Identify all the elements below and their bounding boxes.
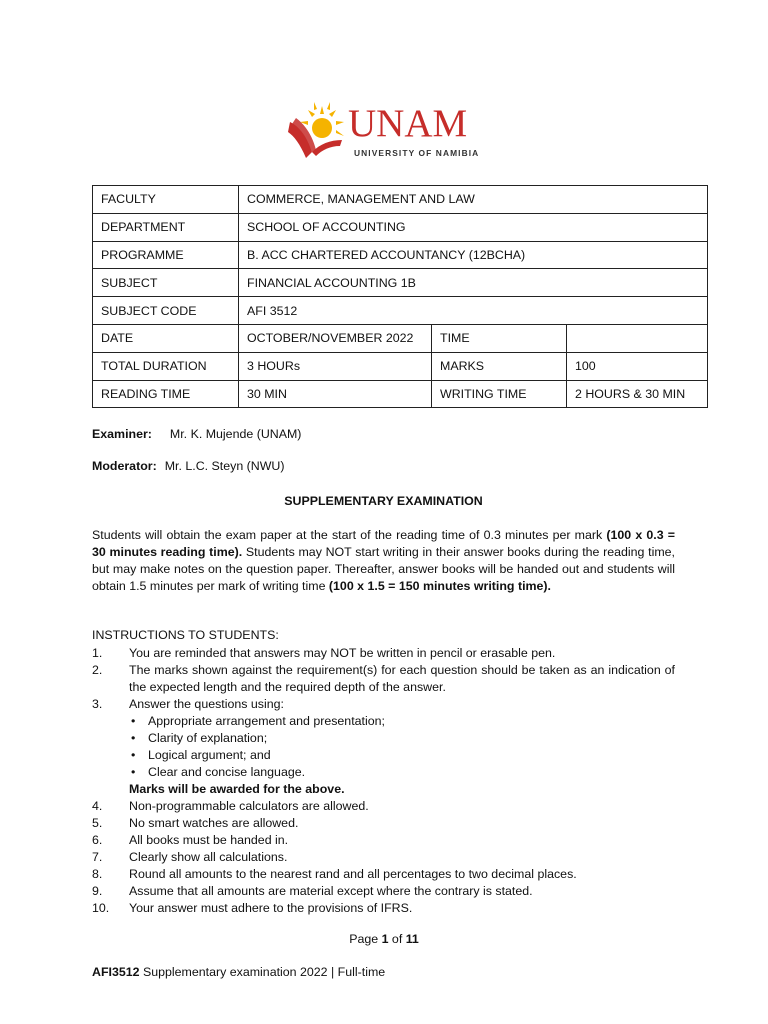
table-row — [93, 186, 708, 214]
item-text: No smart watches are allowed. — [129, 816, 299, 830]
intro-bold: (100 x 1.5 = 150 minutes writing time). — [328, 579, 551, 593]
logo-wordmark: UNAM — [348, 102, 468, 145]
intro-bold: (100 x 0.3 = 30 minutes reading time). — [92, 528, 675, 559]
examiner-value: Mr. K. Mujende (UNAM) — [169, 427, 302, 441]
item-number: 9. — [92, 884, 103, 898]
sun-book-icon — [286, 100, 356, 166]
bullet-item — [129, 713, 675, 730]
doc-code: AFI3512 — [92, 965, 140, 979]
unam-logo — [286, 100, 486, 166]
list-item — [92, 900, 675, 917]
marks-note: Marks will be awarded for the above. — [129, 782, 345, 796]
row-label: SUBJECT — [93, 269, 239, 297]
row-label: FACULTY — [93, 186, 239, 214]
table-row — [93, 380, 708, 408]
page-current: 1 — [381, 932, 389, 946]
row-value: FINANCIAL ACCOUNTING 1B — [239, 269, 708, 297]
page-prefix: Page — [349, 932, 382, 946]
course-info-table — [92, 185, 708, 408]
item-number: 8. — [92, 867, 103, 881]
bullet-item — [129, 730, 675, 747]
item-text: All books must be handed in. — [129, 833, 289, 847]
item-number: 7. — [92, 850, 103, 864]
row-value: SCHOOL OF ACCOUNTING — [239, 213, 708, 241]
row-label: PROGRAMME — [93, 241, 239, 269]
row-value: COMMERCE, MANAGEMENT AND LAW — [239, 186, 708, 214]
examiner-line — [92, 427, 301, 441]
bullet-icon: • — [131, 731, 136, 745]
row-value: 100 — [567, 352, 708, 380]
item-number: 6. — [92, 833, 103, 847]
moderator-value: Mr. L.C. Steyn (NWU) — [164, 459, 285, 473]
page-number — [0, 932, 768, 946]
row-label: SUBJECT CODE — [93, 297, 239, 325]
item-text: Round all amounts to the nearest rand and all percentages to two decimal places. — [129, 867, 577, 881]
document-footer — [92, 965, 385, 979]
list-item — [92, 866, 675, 883]
doc-text: Supplementary examination 2022 | Full-time — [139, 965, 386, 979]
bullet-text: Clear and concise language. — [148, 765, 306, 779]
item-text: You are reminded that answers may NOT be written in pencil or erasable pen. — [129, 646, 556, 660]
intro-text: Students may NOT start writing in their answer books during the reading time, but may make notes on the question paper. Thereafter, answer books will be handed out and students will obtain 1.5 minutes per mark of writing time — [92, 545, 675, 593]
row-label: DEPARTMENT — [93, 213, 239, 241]
item-text: Clearly show all calculations. — [129, 850, 288, 864]
bullet-icon: • — [131, 765, 136, 779]
row-label: READING TIME — [93, 380, 239, 408]
moderator-line — [92, 459, 285, 473]
examiner-label: Examiner: — [92, 427, 152, 441]
bullet-item — [129, 764, 675, 781]
table-row — [93, 352, 708, 380]
list-item — [92, 883, 675, 900]
row-value: AFI 3512 — [239, 297, 708, 325]
list-item — [92, 798, 675, 815]
row-label: DATE — [93, 324, 239, 352]
bullet-item — [129, 747, 675, 764]
item-text: The marks shown against the requirement(s) for each question should be taken as an indication of the expected length and the required depth of the answer. — [129, 663, 675, 694]
table-row — [93, 297, 708, 325]
row-label: WRITING TIME — [432, 380, 567, 408]
instructions-heading: INSTRUCTIONS TO STUDENTS: — [92, 628, 279, 642]
list-item — [92, 645, 675, 662]
row-label: TOTAL DURATION — [93, 352, 239, 380]
row-value: OCTOBER/NOVEMBER 2022 — [239, 324, 432, 352]
intro-text: Students will obtain the exam paper at the start of the reading time of 0.3 minutes per mark — [92, 528, 607, 542]
item-number: 10. — [92, 901, 110, 915]
table-row — [93, 241, 708, 269]
table-row — [93, 324, 708, 352]
page-of: of — [388, 932, 406, 946]
item-text: Your answer must adhere to the provisions of IFRS. — [129, 901, 413, 915]
item-number: 3. — [92, 697, 103, 711]
table-row — [93, 269, 708, 297]
row-label: MARKS — [432, 352, 567, 380]
row-label: TIME — [432, 324, 567, 352]
list-item — [92, 662, 675, 696]
exam-title: SUPPLEMENTARY EXAMINATION — [284, 494, 483, 508]
bullet-list — [129, 713, 675, 781]
bullet-text: Logical argument; and — [148, 748, 271, 762]
moderator-label: Moderator: — [92, 459, 157, 473]
instructions-list — [92, 645, 675, 917]
list-item — [92, 815, 675, 832]
list-item — [92, 696, 675, 798]
item-text: Answer the questions using: — [129, 697, 284, 711]
bullet-icon: • — [131, 748, 136, 762]
list-item — [92, 849, 675, 866]
row-value: 2 HOURS & 30 MIN — [567, 380, 708, 408]
row-value: 3 HOURs — [239, 352, 432, 380]
row-value — [567, 324, 708, 352]
row-value: 30 MIN — [239, 380, 432, 408]
page-total: 11 — [405, 932, 419, 946]
bullet-icon: • — [131, 714, 136, 728]
item-number: 2. — [92, 663, 103, 677]
table-row — [93, 213, 708, 241]
item-text: Non-programmable calculators are allowed. — [129, 799, 369, 813]
item-number: 4. — [92, 799, 103, 813]
row-value: B. ACC CHARTERED ACCOUNTANCY (12BCHA) — [239, 241, 708, 269]
list-item — [92, 832, 675, 849]
intro-paragraph — [92, 527, 675, 595]
item-number: 1. — [92, 646, 103, 660]
item-number: 5. — [92, 816, 103, 830]
bullet-text: Appropriate arrangement and presentation; — [148, 714, 385, 728]
item-text: Assume that all amounts are material except where the contrary is stated. — [129, 884, 533, 898]
bullet-text: Clarity of explanation; — [148, 731, 268, 745]
logo-subtitle: UNIVERSITY OF NAMIBIA — [354, 148, 480, 158]
